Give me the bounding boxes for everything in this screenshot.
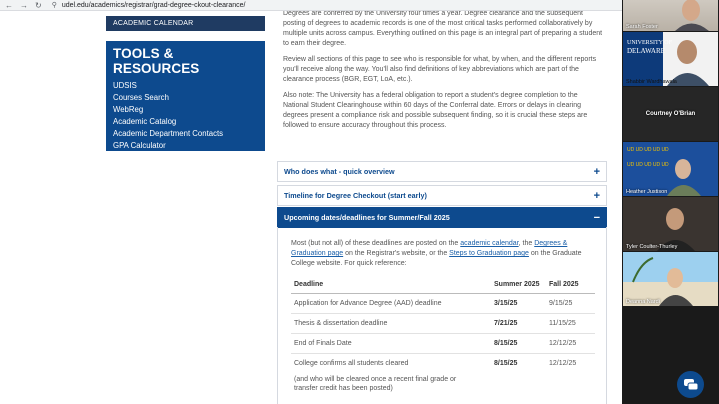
link-department-contacts[interactable]: Academic Department Contacts <box>113 129 224 138</box>
tools-resources-box <box>106 41 265 151</box>
intro-paragraph: Also note: The University has a federal obligation to report a student's degree completion to the National Student Clearinghouse within 60 days of the Conferral date. Errors or delays in clearing degrees present a compliance risk and possible subsequent finding, so it is crucial these steps are followed to ensure accuracy throughout this process. <box>283 92 588 129</box>
column-header: Summer 2025 <box>491 276 546 294</box>
panel-lead: Most (but not all) of these deadlines are posted on the academic calendar, the Degrees & Graduation page on the Registrar's website, or the Steps to Graduation page on the Graduate College website. For quick reference: <box>291 240 582 267</box>
address-bar[interactable]: udel.edu/academics/registrar/grad-degree-ckout-clearance/ <box>61 1 246 9</box>
deadlines-panel <box>277 227 607 404</box>
svg-text:UD UD UD UD UD: UD UD UD UD UD <box>627 147 669 153</box>
academic-calendar-text-link[interactable]: academic calendar <box>460 240 519 247</box>
intro-paragraph: Degrees are conferred by the University four times a year. Degree clearance and the subsequent posting of degrees to academic records is one of the most critical tasks performed collaboratively by multiple units across campus. Everything outlined on this page is an integral part of preparing a student to earn their degree. <box>283 11 603 47</box>
column-header: Deadline <box>291 276 491 294</box>
accordion-timeline[interactable] <box>277 185 607 206</box>
web-page <box>0 11 622 404</box>
fall-cell: 12/12/25 <box>546 334 595 354</box>
deadline-cell: College confirms all students cleared <box>294 360 409 367</box>
link-udsis[interactable]: UDSIS <box>113 81 137 90</box>
deadline-cell: Thesis & dissertation deadline <box>291 314 491 334</box>
fall-cell: 9/15/25 <box>546 294 595 314</box>
summer-cell: 7/21/25 <box>491 314 546 334</box>
link-academic-catalog[interactable]: Academic Catalog <box>113 117 177 126</box>
table-row <box>291 314 595 334</box>
degrees-graduation-link[interactable]: Degrees & Graduation page <box>291 240 568 257</box>
svg-text:DELAWARE: DELAWARE <box>627 47 665 55</box>
collapse-icon: − <box>593 211 600 224</box>
participant-tile[interactable] <box>623 0 718 31</box>
accordion-upcoming-deadlines[interactable] <box>277 207 607 228</box>
intro-paragraph: Review all sections of this page to see who is responsible for what, by when, and the different reports you'll receive along the way. You'll also find definitions of key abbreviations which are part of the clearance process (BGR, EGT, LoA, etc.). <box>283 56 597 83</box>
browser-toolbar <box>0 0 622 11</box>
site-info-icon[interactable]: ⚲ <box>51 2 57 9</box>
forward-icon[interactable]: → <box>20 0 28 10</box>
table-header-row <box>291 276 595 294</box>
svg-text:UD UD UD UD UD: UD UD UD UD UD <box>627 162 669 168</box>
participant-video-icon <box>623 142 718 196</box>
table-row <box>291 373 595 398</box>
link-courses-search[interactable]: Courses Search <box>113 93 169 102</box>
participant-video-icon <box>623 32 718 86</box>
accordion-label: Timeline for Degree Checkout (start early) <box>284 191 427 200</box>
accordion-quick-overview[interactable] <box>277 161 607 182</box>
deadline-cell: Application for Advance Degree (AAD) deadline <box>291 294 491 314</box>
academic-calendar-link[interactable]: ACADEMIC CALENDAR <box>106 16 265 31</box>
participant-name: Deanna Nardi <box>626 299 660 305</box>
intro-text <box>283 11 603 137</box>
participant-name: Courtney O'Brian <box>645 111 696 117</box>
participant-tile[interactable] <box>623 197 718 251</box>
deadline-cell: End of Finals Date <box>291 334 491 354</box>
fall-cell: 11/15/25 <box>546 314 595 334</box>
fall-cell: 12/12/25 <box>549 360 577 367</box>
table-row <box>291 334 595 354</box>
link-gpa-calculator[interactable]: GPA Calculator <box>113 141 166 150</box>
chat-icon <box>684 379 698 391</box>
participant-name: Heather Justison <box>626 189 668 195</box>
steps-to-graduation-link[interactable]: Steps to Graduation page <box>449 250 529 257</box>
back-icon[interactable]: ← <box>5 0 13 10</box>
video-participants-panel <box>622 0 719 404</box>
expand-icon: + <box>593 189 600 202</box>
summer-cell: 8/15/25 <box>494 360 518 367</box>
link-webreg[interactable]: WebReg <box>113 105 144 114</box>
table-row <box>291 354 595 374</box>
participant-video-icon <box>623 197 718 251</box>
summer-cell: 8/15/25 <box>491 334 546 354</box>
participant-name: Sarah Foster <box>626 24 658 30</box>
accordion-label: Upcoming dates/deadlines for Summer/Fall 2025 <box>284 213 450 222</box>
accordion-label: Who does what - quick overview <box>284 167 395 176</box>
column-header: Fall 2025 <box>546 276 595 294</box>
tools-title: TOOLS & RESOURCES <box>113 46 200 76</box>
deadlines-table <box>291 276 595 398</box>
participant-tile[interactable] <box>623 87 718 141</box>
participant-name: Tyler Coulter-Thurley <box>626 244 678 250</box>
participant-tile[interactable] <box>623 142 718 196</box>
participant-tile[interactable] <box>623 252 718 306</box>
participant-tile[interactable] <box>623 32 718 86</box>
expand-icon: + <box>593 165 600 178</box>
summer-cell: 3/15/25 <box>491 294 546 314</box>
participant-video-icon <box>623 252 718 306</box>
table-row <box>291 294 595 314</box>
reload-icon[interactable]: ↻ <box>35 0 42 10</box>
participant-name: Shabbir Wardhawala <box>626 79 677 85</box>
chat-button[interactable] <box>677 371 704 398</box>
svg-text:UNIVERSITY OF: UNIVERSITY OF <box>627 40 672 46</box>
deadline-note: (and who will be cleared once a recent final grade or transfer credit has been posted) <box>294 376 457 392</box>
